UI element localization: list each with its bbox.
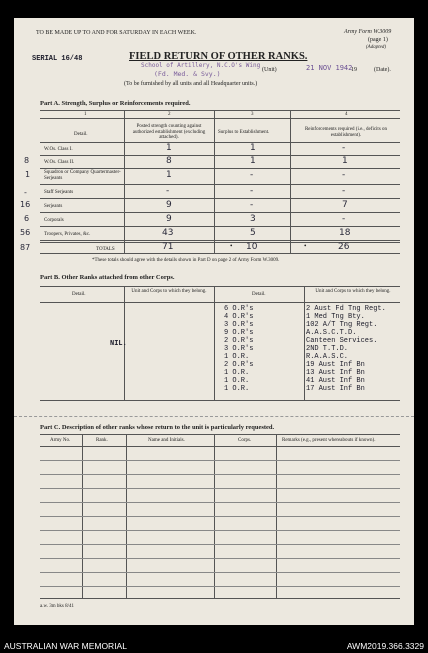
row-detail: W.Os. Class I. — [44, 147, 73, 152]
row-posted: 8 — [166, 156, 172, 166]
row-surplus: 1 — [250, 143, 256, 153]
row-surplus: 1 — [250, 156, 256, 166]
serial-number: SERIAL 16/48 — [32, 55, 83, 63]
date-label: (Date). — [374, 67, 391, 73]
col-header-posted: Posted strength counting against authorized establishment (excluding attached). — [132, 124, 206, 140]
col-number-3: 3 — [251, 112, 254, 117]
row-reinf: - — [342, 170, 346, 180]
entry-unit: 2ND T.T.D. — [306, 345, 349, 353]
row-surplus: - — [250, 200, 254, 210]
col-number-2: 2 — [168, 112, 171, 117]
row-margin: 16 — [20, 200, 31, 209]
row-surplus: 3 — [250, 214, 256, 224]
col-header-surplus: Surplus to Establishment. — [218, 130, 270, 135]
col-header-detail: Detail. — [74, 132, 88, 137]
form-sheet: TO BE MADE UP TO AND FOR SATURDAY IN EACH WEEK. Army Form W.3009 (page 1) (Adapted) SERIAL 16/48 FIELD RETURN OF OTHER RANKS. School of Artillery, N.C.O's Wing (Fd. Med. & Svy.) (Unit) 21 NOV 1942 19 (Date). (To be furnished by all units and all Headquarter units.) Part A. Strength, Surplus or Reinforcements required. 1 2 3 4 Detail. Posted strength counting against authorized establishment (excluding attached). Surplus to Establishment. Reinforcements required (i.e., deficits on establishment). W.Os. Class I. 1 1 - 8 W.Os. Class II. 8 1 1 1 Squadron or Company Quartermaster-Serjeants 1 - - - Staff Serjeants - - - 16 Serjeants 9 - 7 6 Corporals 9 3 - 56 Troopers, Privates, &c. 43 5 18 87 TOTALS 71 • 10 • 26 *These totals should agree with the details shown in Part D on page 2 of Army Form W.3009. Part B. Other Ranks attached from other Corps. Detail. Unit and Corps to which they belong. Detail. Unit and Corps to which they belong. NIL. 6 O.R's 2 Aust Fd Tng Regt. 4 O.R's 1 Med Tng Bty. 3 O.R's 102 A/T Tng Regt. 9 O.R's A.A.S.C.T.D. 2 O.R's Canteen Services. 3 O.R's 2ND T.T.D. 1 O.R. R.A.A.S.C. 2 O.R's 19 Aust Inf Bn 1 O.R. 13 Aust Inf Bn 1 O.R. 41 Aust Inf Bn 1 O.R. 17 Aust Inf Bn Part C. Description of other ranks whose return to the unit is particularly requested. Army No. Rank. Name and Initials. Corps. Remarks (e.g., present whereabouts if known). a.w. 3m bks 8/41 — [14, 18, 414, 625]
row-detail: W.Os. Class II. — [44, 160, 75, 165]
row-reinf: - — [342, 214, 346, 224]
footer-code: a.w. 3m bks 8/41 — [40, 604, 74, 609]
row-reinf: - — [342, 143, 346, 153]
unit-label: (Unit) — [262, 67, 277, 73]
row-detail: Troopers, Privates, &c. — [44, 232, 91, 237]
row-posted: 43 — [162, 228, 174, 238]
entry-unit: 2 Aust Fd Tng Regt. — [306, 305, 386, 313]
entry-detail: 4 O.R's — [224, 313, 254, 321]
row-posted: 1 — [166, 170, 172, 180]
row-posted: 1 — [166, 143, 172, 153]
col-number-4: 4 — [345, 112, 348, 117]
part-c-heading: Part C. Description of other ranks whose return to the unit is particularly requested. — [40, 424, 275, 431]
part-c-col-corps: Corps. — [238, 438, 252, 443]
entry-detail: 1 O.R. — [224, 385, 250, 393]
col-number-1: 1 — [84, 112, 87, 117]
part-a-heading: Part A. Strength, Surplus or Reinforcements required. — [40, 100, 191, 107]
unit-subname: (Fd. Med. & Svy.) — [154, 70, 221, 78]
year-prefix: 19 — [351, 67, 357, 73]
fold-line — [14, 416, 414, 417]
entry-detail: 2 O.R's — [224, 337, 254, 345]
part-c-col-rank: Rank. — [96, 438, 108, 443]
entry-detail: 3 O.R's — [224, 345, 254, 353]
part-b-nil: NIL. — [110, 340, 127, 348]
entry-unit: A.A.S.C.T.D. — [306, 329, 357, 337]
entry-unit: 13 Aust Inf Bn — [306, 369, 365, 377]
row-detail: Staff Serjeants — [44, 190, 74, 195]
entry-unit: 41 Aust Inf Bn — [306, 377, 365, 385]
row-margin: - — [24, 188, 27, 197]
part-b-heading: Part B. Other Ranks attached from other Corps. — [40, 274, 175, 281]
unit-name: School of Artillery, N.C.O's Wing — [141, 62, 261, 69]
totals-note: *These totals should agree with the details shown in Part D on page 2 of Army Form W.3009. — [92, 258, 280, 263]
entry-unit: Canteen Services. — [306, 337, 378, 345]
header-instruction: TO BE MADE UP TO AND FOR SATURDAY IN EACH WEEK. — [36, 30, 197, 36]
col-header-reinforcements: Reinforcements required (i.e., deficits on establishment). — [304, 127, 388, 138]
totals-label: TOTALS — [96, 247, 115, 252]
entry-detail: 3 O.R's — [224, 321, 254, 329]
entry-detail: 6 O.R's — [224, 305, 254, 313]
form-page: (page 1) — [368, 37, 388, 43]
totals-surplus: 10 — [246, 242, 258, 252]
entry-unit: R.A.A.S.C. — [306, 353, 349, 361]
row-margin: 56 — [20, 228, 31, 237]
row-reinf: - — [342, 186, 346, 196]
totals-reinf: 26 — [338, 242, 350, 252]
entry-unit: 17 Aust Inf Bn — [306, 385, 365, 393]
row-posted: - — [166, 186, 170, 196]
row-surplus: - — [250, 170, 254, 180]
totals-posted: 71 — [162, 242, 174, 252]
entry-unit: 1 Med Tng Bty. — [306, 313, 365, 321]
part-c-col-name: Name and Initials. — [148, 438, 185, 443]
entry-detail: 2 O.R's — [224, 361, 254, 369]
totals-margin: 87 — [20, 243, 31, 252]
part-c-col-remarks: Remarks (e.g., present whereabouts if known). — [282, 438, 376, 443]
row-margin: 1 — [25, 170, 31, 179]
entry-detail: 1 O.R. — [224, 369, 250, 377]
row-detail: Corporals — [44, 218, 64, 223]
part-b-col-unit-2: Unit and Corps to which they belong. — [315, 289, 391, 294]
row-surplus: 5 — [250, 228, 256, 238]
row-reinf: 7 — [342, 200, 348, 210]
date-stamp: 21 NOV 1942 — [306, 64, 353, 72]
form-number: Army Form W.3009 — [344, 29, 392, 35]
entry-detail: 1 O.R. — [224, 377, 250, 385]
form-adapted: (Adapted) — [366, 45, 386, 50]
part-b-col-detail-1: Detail. — [72, 292, 86, 297]
row-reinf: 1 — [342, 156, 348, 166]
row-detail: Serjeants — [44, 204, 63, 209]
part-b-col-detail-2: Detail. — [252, 292, 266, 297]
entry-detail: 1 O.R. — [224, 353, 250, 361]
row-detail: Squadron or Company Quartermaster-Serjeants — [44, 170, 121, 181]
entry-unit: 19 Aust Inf Bn — [306, 361, 365, 369]
caption-left: AUSTRALIAN WAR MEMORIAL — [4, 641, 127, 651]
row-margin: 6 — [24, 214, 30, 223]
row-posted: 9 — [166, 214, 172, 224]
part-b-col-unit-1: Unit and Corps to which they belong. — [131, 289, 207, 294]
row-margin: 8 — [24, 156, 30, 165]
row-reinf: 18 — [339, 228, 351, 238]
entry-unit: 102 A/T Tng Regt. — [306, 321, 378, 329]
caption-right: AWM2019.366.3329 — [346, 641, 424, 651]
form-title: FIELD RETURN OF OTHER RANKS. — [129, 51, 308, 62]
furnished-note: (To be furnished by all units and all Headquarter units.) — [124, 81, 258, 87]
part-c-col-army-no: Army No. — [50, 438, 71, 443]
entry-detail: 9 O.R's — [224, 329, 254, 337]
row-surplus: - — [250, 186, 254, 196]
row-posted: 9 — [166, 200, 172, 210]
